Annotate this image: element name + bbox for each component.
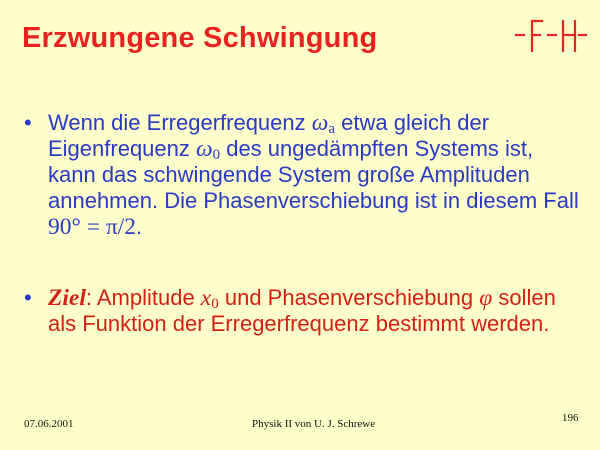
slide-title: Erzwungene Schwingung: [22, 22, 378, 54]
bullet-dot-icon: •: [24, 110, 32, 135]
omega-symbol: ω: [196, 136, 213, 162]
bullet-text: Ziel: Amplitude $x_0$ und Phasenverschiebung φ sollen als Funktion der Erregerfrequenz bestimmt werden.: [48, 285, 556, 336]
bullet-text: Wenn die Erregerfrequenz $\omega_a$ etwa gleich der Eigenfrequenz $\omega_0$ des ungedämpften Systems ist, kann das schwingende System große Amplituden annehmen. Die Phasenverschiebung ist in diesem Fall 90° = π/2.: [48, 110, 579, 240]
page-number: 196: [562, 412, 579, 424]
footer-date: 07.06.2001: [24, 418, 74, 430]
x-symbol: x: [200, 285, 212, 311]
bullet-item: [24, 285, 584, 337]
formula: 90° = π/2: [48, 214, 137, 240]
omega-symbol: ω: [311, 110, 329, 136]
bullet-dot-icon: •: [24, 285, 32, 310]
bullet-list: [24, 110, 584, 337]
bullet-item: [24, 110, 584, 240]
phi-symbol: φ: [479, 285, 493, 311]
fh-logo-icon: [508, 15, 588, 55]
footer-author: Physik II von U. J. Schrewe: [252, 418, 376, 430]
goal-label: Ziel: [48, 285, 86, 311]
